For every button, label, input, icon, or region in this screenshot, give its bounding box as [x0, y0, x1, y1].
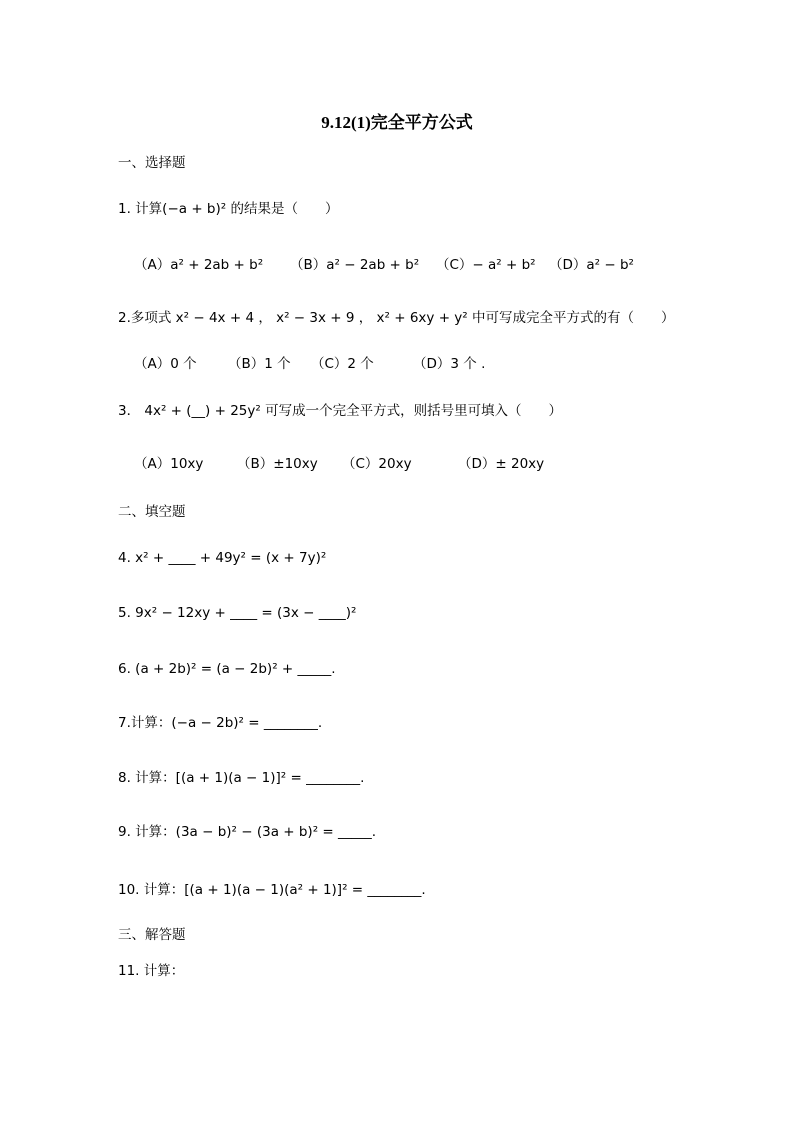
fill-question-10: 10. 计算：[(a + 1)(a − 1)(a² + 1)]² = ________.: [118, 882, 426, 898]
fill-question-4: 4. x² + ____ + 49y² = (x + 7y)²: [118, 550, 327, 566]
page-title: 9.12(1)完全平方公式: [321, 113, 473, 132]
section-heading-answer: 三、解答题: [118, 927, 186, 943]
question-2-option-c: （C）2 个: [311, 356, 374, 372]
question-3-stem: 3． 4x² + (__) + 25y² 可写成一个完全平方式，则括号里可填入（ ）: [118, 403, 563, 419]
question-1-option-c: （C）− a² + b²: [436, 257, 536, 273]
question-2-stem: 2.多项式 x² − 4x + 4 ， x² − 3x + 9 ， x² + 6xy + y² 中可写成完全平方式的有（ ）: [118, 310, 675, 326]
question-1-stem: 1. 计算(−a + b)² 的结果是（ ）: [118, 201, 339, 217]
question-2-option-a: （A）0 个: [134, 356, 197, 372]
question-3-option-d: （D）± 20xy: [458, 456, 545, 472]
question-11-stem: 11. 计算：: [118, 963, 185, 979]
fill-question-9: 9. 计算：(3a − b)² − (3a + b)² = _____.: [118, 824, 377, 840]
question-3-option-b: （B）±10xy: [237, 456, 318, 472]
question-1-option-d: （D）a² − b²: [549, 257, 634, 273]
fill-question-5: 5. 9x² − 12xy + ____ = (3x − ____)²: [118, 605, 357, 621]
section-heading-choice: 一、选择题: [118, 155, 186, 171]
question-1-option-b: （B）a² − 2ab + b²: [290, 257, 420, 273]
section-heading-fill: 二、填空题: [118, 504, 186, 520]
question-2-option-b: （B）1 个: [228, 356, 291, 372]
question-1-option-a: （A）a² + 2ab + b²: [134, 257, 264, 273]
fill-question-7: 7.计算：(−a − 2b)² = ________.: [118, 715, 323, 731]
question-2-option-d: （D）3 个 .: [413, 356, 486, 372]
fill-question-6: 6. (a + 2b)² = (a − 2b)² + _____.: [118, 661, 336, 677]
question-3-option-a: （A）10xy: [134, 456, 204, 472]
fill-question-8: 8. 计算：[(a + 1)(a − 1)]² = ________.: [118, 770, 365, 786]
question-3-option-c: （C）20xy: [342, 456, 412, 472]
